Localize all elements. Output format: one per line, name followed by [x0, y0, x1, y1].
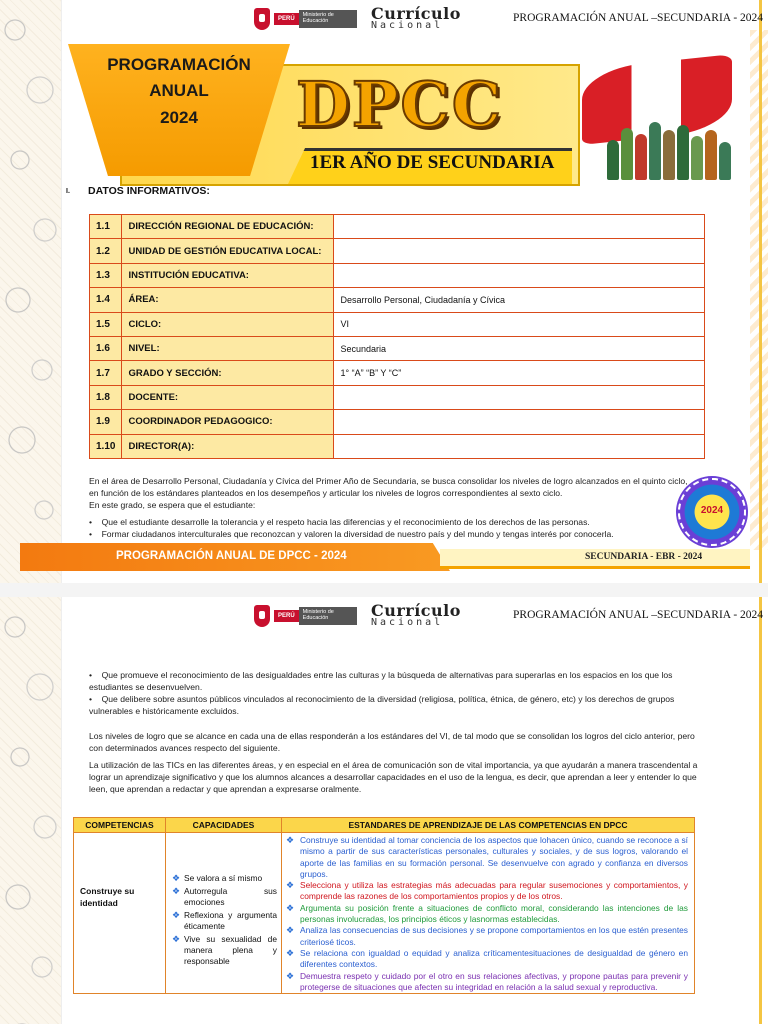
right-accent-line	[759, 0, 762, 583]
section-number: I.	[66, 188, 70, 195]
ministry-label: Ministerio de Educación	[299, 10, 357, 28]
page-2	[0, 597, 768, 1024]
list-item: • Que el estudiante desarrolle la tolerancia y el respeto hacia las diferencias y el reconocimiento de los derechos de las personas.	[89, 517, 590, 527]
banner-line-1: PROGRAMACIÓN	[107, 55, 251, 74]
table-row	[90, 239, 705, 263]
info-row-value	[334, 385, 705, 409]
page-header	[254, 601, 764, 635]
paragraph-tics: La utilización de las TICs en las diferentes áreas, y en especial en el área de comunicación son de vital importancia, ya que ayudarán a manera trascendental a lograr un aprendizaje significativo y que los alumnos alcances a desarrollar capacidades en el uso de la lengua, es decir, que aprendan a leer y entender lo que leen, que aprendan a redactar y que aprendan a expresarse oralmente.	[89, 760, 698, 794]
info-row-number: 1.1	[90, 215, 122, 239]
info-row-value	[334, 239, 705, 263]
info-row-number: 1.8	[90, 385, 122, 409]
table-row	[90, 288, 705, 312]
table-row	[90, 361, 705, 385]
info-row-label: GRADO Y SECCIÓN:	[122, 361, 334, 385]
info-row-label: COORDINADOR PEDAGOGICO:	[122, 410, 334, 434]
curriculo-title: Currículo	[371, 601, 461, 620]
table-header: COMPETENCIAS	[74, 818, 166, 833]
info-row-number: 1.6	[90, 336, 122, 360]
subject-title: DPCC	[296, 68, 504, 141]
standards-cell	[282, 833, 695, 994]
banner-line-3: 2024	[160, 107, 198, 127]
info-row-value	[334, 263, 705, 287]
diamond-bullet-icon: ❖	[286, 947, 295, 958]
info-row-number: 1.2	[90, 239, 122, 263]
table-header: ESTANDARES DE APRENDIZAJE DE LAS COMPETENCIAS EN DPCC	[282, 818, 695, 833]
info-row-label: NIVEL:	[122, 336, 334, 360]
info-row-value: VI	[334, 312, 705, 336]
info-row-number: 1.10	[90, 434, 122, 458]
list-item	[172, 934, 277, 967]
competency-name: Construye su identidad	[80, 886, 135, 908]
competency-cell	[74, 833, 166, 994]
standard-text: Argumenta su posición frente a situaciones de conflicto moral, considerando las intenciones de las personas involucradas, los principios éticos y lasnormas establecidas.	[300, 902, 688, 925]
table-row	[90, 336, 705, 360]
peru-label: PERÚ	[274, 13, 299, 25]
table-row	[90, 215, 705, 239]
info-row-value	[334, 434, 705, 458]
diamond-bullet-icon: ❖	[172, 886, 181, 896]
table-row	[90, 263, 705, 287]
info-row-label: UNIDAD DE GESTIÓN EDUCATIVA LOCAL:	[122, 239, 334, 263]
capacity-text: Vive su sexualidad de manera plena y responsable	[184, 934, 277, 966]
standard-text: Construye su identidad al tomar conciencia de los aspectos que lohacen único, cuando se reconoce a sí mismo a partir de sus características personales, culturales y sociales, y de sus logros, valorando el aporte de las familias en su formación personal. Se desenvuelve con agrado y confianza en diversos grupos.	[300, 835, 688, 879]
standard-text: Demuestra respeto y cuidado por el otro en sus relaciones afectivas, y propone pautas para prevenir y protegerse de situaciones que afecten su integridad en relación a la salud sexual y reproductiva.	[300, 970, 688, 992]
info-row-label: DIRECCIÓN REGIONAL DE EDUCACIÓN:	[122, 215, 334, 239]
diamond-bullet-icon: ❖	[286, 835, 295, 845]
info-row-number: 1.3	[90, 263, 122, 287]
footer-right-text: SECUNDARIA - EBR - 2024	[585, 552, 703, 562]
banner-line-2: ANUAL	[149, 81, 209, 101]
list-item	[172, 873, 277, 884]
list-item	[286, 925, 688, 948]
info-table	[89, 214, 705, 459]
info-row-value: 1° “A” “B” Y “C”	[334, 361, 705, 385]
ministry-label: Ministerio de Educación	[299, 607, 357, 625]
info-row-value	[334, 410, 705, 434]
diamond-bullet-icon: ❖	[172, 873, 181, 883]
list-item	[286, 880, 688, 903]
title-banner	[20, 38, 580, 188]
capacities-list	[166, 833, 281, 967]
diamond-bullet-icon: ❖	[172, 910, 181, 920]
page-footer	[20, 543, 750, 573]
capacity-text: Reflexiona y argumenta éticamente	[184, 910, 277, 931]
people-illustration	[607, 114, 732, 180]
intro-paragraph-2: en función de los estándares planteados en los desempeños y articular los niveles de logros correspondientes al sexto ciclo.	[89, 488, 563, 498]
badge-text	[68, 52, 290, 131]
capacity-text: Autorregula sus emociones	[184, 886, 277, 907]
diamond-bullet-icon: ❖	[286, 970, 295, 981]
table-row	[90, 312, 705, 336]
diamond-bullet-icon: ❖	[286, 880, 295, 891]
page-header	[254, 4, 764, 38]
standard-text: Se relaciona con igualdad o equidad y analiza críticamentesituaciones de desigualdad de género en diferentes contextos.	[300, 947, 688, 970]
intro-paragraph-3: En este grado, se espera que el estudiante:	[89, 500, 256, 510]
ministry-logo	[254, 4, 366, 34]
list-item: • Que delibere sobre asuntos públicos vinculados al reconocimiento de la diversidad (religiosa, política, étnica, de género, etc) y los derechos de grupos vulnerables e históricamente excluidos.	[89, 694, 675, 716]
paragraph-levels: Los niveles de logro que se alcance en cada una de ellas responderán a los estándares del VI, de tal modo que se consolidan los logros del ciclo anterior, pero con determinados avances respecto del siguiente.	[89, 731, 695, 753]
page-separator	[0, 583, 768, 597]
table-row	[90, 434, 705, 458]
info-row-number: 1.7	[90, 361, 122, 385]
table-row	[90, 410, 705, 434]
list-item	[286, 948, 688, 971]
table-header: CAPACIDADES	[166, 818, 282, 833]
right-accent-line	[759, 597, 762, 1024]
footer-left-text: PROGRAMACIÓN ANUAL DE DPCC - 2024	[116, 550, 347, 562]
info-row-label: DIRECTOR(A):	[122, 434, 334, 458]
list-item	[172, 886, 277, 908]
peru-label: PERÚ	[274, 610, 299, 622]
diamond-bullet-icon: ❖	[286, 925, 295, 936]
section-title: DATOS INFORMATIVOS:	[88, 185, 210, 197]
ministry-logo	[254, 601, 366, 631]
diamond-bullet-icon: ❖	[286, 902, 295, 913]
header-title: PROGRAMACIÓN ANUAL –SECUNDARIA - 2024	[513, 12, 764, 24]
info-row-number: 1.9	[90, 410, 122, 434]
info-row-number: 1.4	[90, 288, 122, 312]
seal-icon	[678, 478, 746, 546]
diamond-bullet-icon: ❖	[172, 934, 181, 944]
list-item	[286, 971, 688, 994]
standard-text: Analiza las consecuencias de sus decisiones y se propone comportamientos en los que estén presentes criteriosé ticos.	[300, 925, 688, 947]
curriculo-subtitle: Nacional	[371, 617, 444, 628]
peru-flag-illustration	[582, 62, 734, 180]
doodle-border	[0, 597, 62, 1024]
info-row-value: Desarrollo Personal, Ciudadanía y Cívica	[334, 288, 705, 312]
table-row	[90, 385, 705, 409]
info-row-label: INSTITUCIÓN EDUCATIVA:	[122, 263, 334, 287]
list-item: • Que promueve el reconocimiento de las desigualdades entre las culturas y la búsqueda de alternativas para superarlas en los espacios en los que los estudiantes se desenvuelven.	[89, 670, 673, 692]
info-row-label: DOCENTE:	[122, 385, 334, 409]
header-title: PROGRAMACIÓN ANUAL –SECUNDARIA - 2024	[513, 609, 764, 621]
competency-table	[73, 817, 695, 994]
list-item	[286, 835, 688, 880]
capacity-text: Se valora a sí mismo	[184, 873, 263, 883]
table-row	[74, 833, 695, 994]
seal-year: 2024	[700, 505, 724, 516]
list-item	[286, 903, 688, 926]
info-row-number: 1.5	[90, 312, 122, 336]
shield-icon	[254, 8, 270, 30]
capacities-cell	[166, 833, 282, 994]
info-row-value	[334, 215, 705, 239]
curriculo-subtitle: Nacional	[371, 20, 444, 31]
shield-icon	[254, 605, 270, 627]
standards-list	[282, 833, 694, 993]
list-item	[172, 910, 277, 932]
list-item: • Formar ciudadanos interculturales que reconozcan y valoren la diversidad de nuestro país y del mundo y tengas interés por conocerla.	[89, 529, 614, 539]
grade-title: 1ER AÑO DE SECUNDARIA	[310, 152, 555, 173]
info-row-label: CICLO:	[122, 312, 334, 336]
standard-text: Selecciona y utiliza las estrategias más adecuadas para regular susemociones y comportamientos, y comprende las razones de los comportamientos propios y de los otros.	[300, 880, 688, 902]
info-row-label: ÁREA:	[122, 288, 334, 312]
intro-paragraph-1: En el área de Desarrollo Personal, Ciudadanía y Cívica del Primer Año de Secundaria, se busca consolidar los niveles de logro alcanzados en el quinto ciclo,	[89, 476, 688, 486]
curriculo-title: Currículo	[371, 4, 461, 23]
info-row-value: Secundaria	[334, 336, 705, 360]
